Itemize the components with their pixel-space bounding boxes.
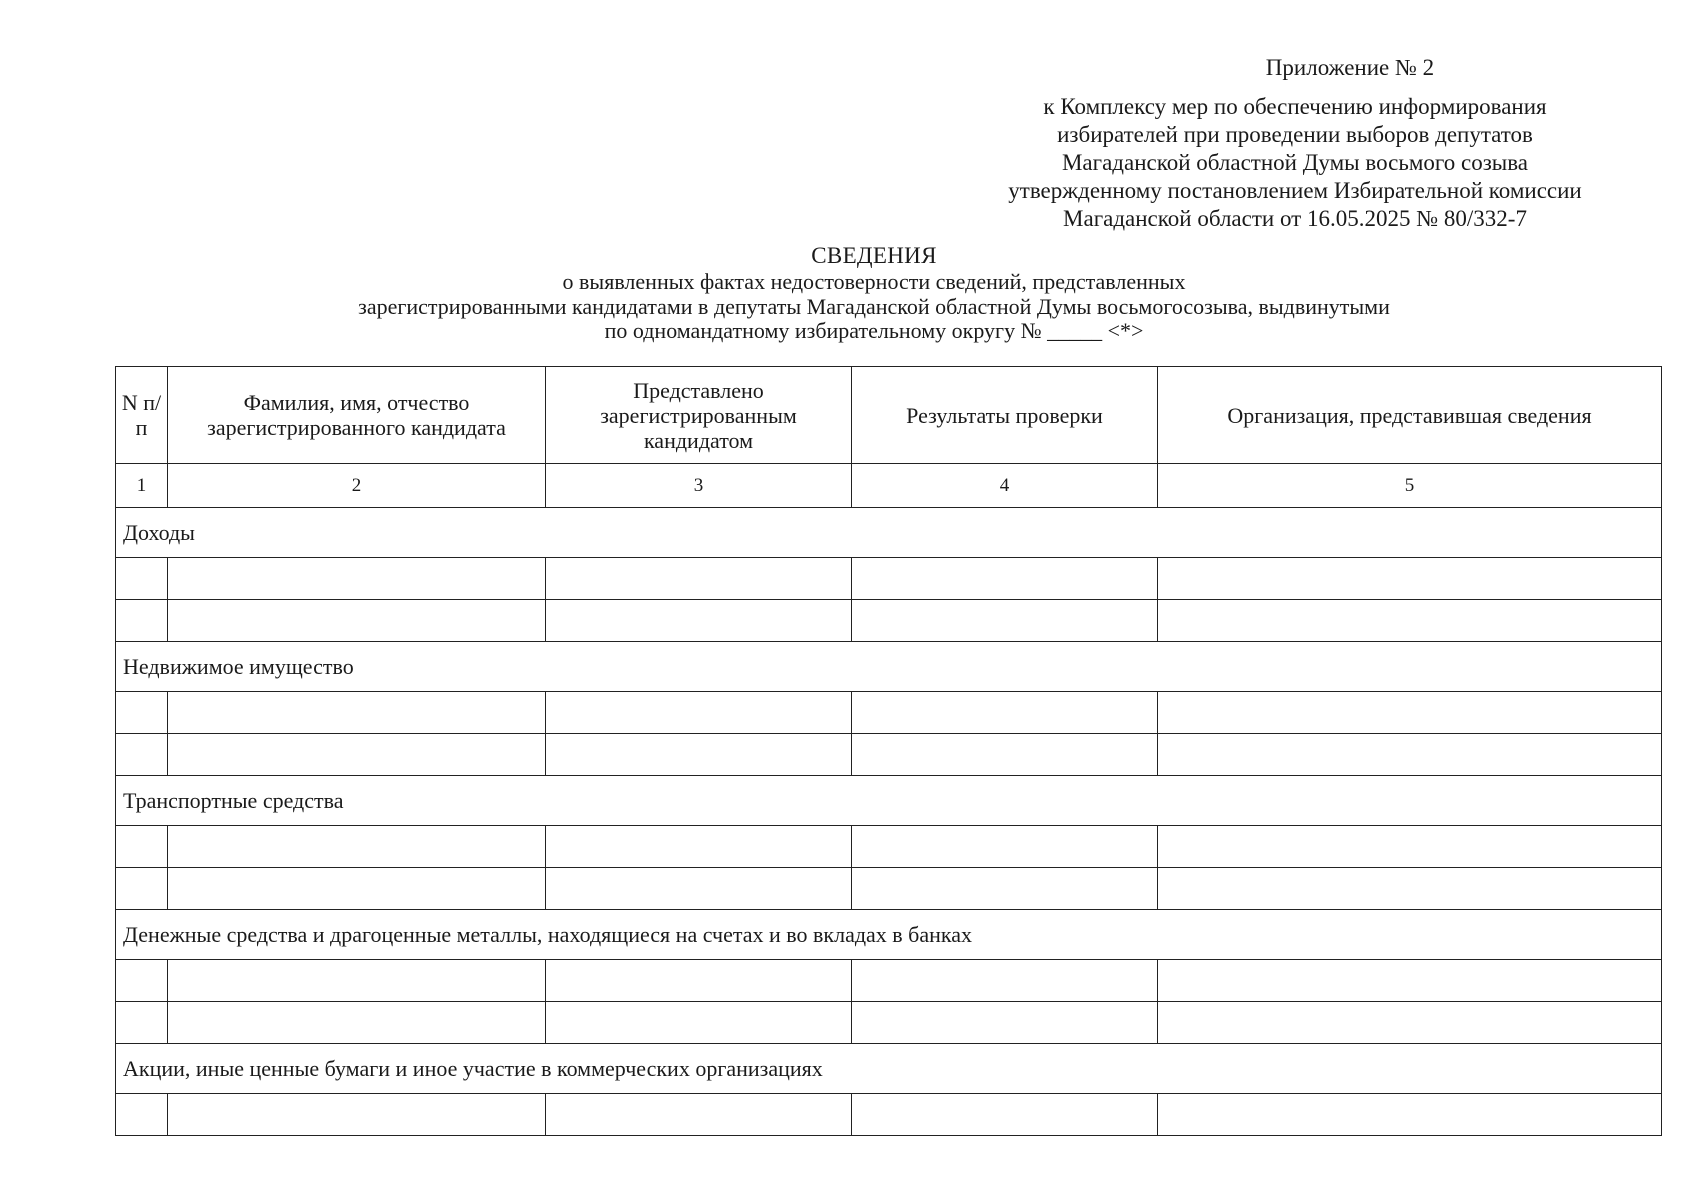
cell-organization — [1158, 868, 1662, 910]
cell-check-results — [852, 1094, 1158, 1136]
cell-number — [116, 826, 168, 868]
title-main: СВЕДЕНИЯ — [811, 243, 937, 268]
cell-candidate-name — [168, 600, 546, 642]
appendix-reference-line: утвержденному постановлением Избирательной комиссии — [1008, 178, 1582, 203]
table-row — [116, 826, 1662, 868]
cell-check-results — [852, 1002, 1158, 1044]
column-header-number: N п/п — [116, 367, 168, 464]
cell-submitted — [546, 1094, 852, 1136]
cell-candidate-name — [168, 692, 546, 734]
column-numbers-row — [116, 464, 1662, 508]
document-title — [0, 242, 1697, 344]
appendix-reference-line: к Комплексу мер по обеспечению информирования — [1043, 94, 1547, 119]
cell-number — [116, 734, 168, 776]
column-header-submitted: Представлено зарегистрированным кандидатом — [546, 367, 852, 464]
section-row — [116, 642, 1662, 692]
column-header-candidate-name: Фамилия, имя, отчество зарегистрированного кандидата — [168, 367, 546, 464]
cell-number — [116, 1002, 168, 1044]
table-row — [116, 868, 1662, 910]
column-number: 1 — [116, 464, 168, 508]
cell-check-results — [852, 558, 1158, 600]
appendix-reference — [985, 93, 1605, 233]
section-row — [116, 776, 1662, 826]
cell-submitted — [546, 1002, 852, 1044]
cell-submitted — [546, 868, 852, 910]
cell-number — [116, 600, 168, 642]
cell-number — [116, 960, 168, 1002]
section-row — [116, 1044, 1662, 1094]
section-title: Доходы — [116, 508, 1662, 558]
column-number: 5 — [1158, 464, 1662, 508]
cell-submitted — [546, 692, 852, 734]
appendix-reference-line: Магаданской области от 16.05.2025 № 80/332-7 — [1063, 206, 1527, 231]
column-header-check-results: Результаты проверки — [852, 367, 1158, 464]
table-header-row — [116, 367, 1662, 464]
cell-number — [116, 868, 168, 910]
title-line: о выявленных фактах недостоверности сведений, представленных — [562, 269, 1186, 294]
cell-submitted — [546, 734, 852, 776]
table-row — [116, 600, 1662, 642]
cell-organization — [1158, 960, 1662, 1002]
table-row — [116, 1094, 1662, 1136]
table-row — [116, 1002, 1662, 1044]
cell-organization — [1158, 692, 1662, 734]
table-body — [116, 464, 1662, 1136]
cell-check-results — [852, 826, 1158, 868]
cell-submitted — [546, 826, 852, 868]
appendix-label: Приложение № 2 — [1265, 55, 1435, 80]
section-title: Денежные средства и драгоценные металлы, находящиеся на счетах и во вкладах в банках — [116, 910, 1662, 960]
cell-organization — [1158, 1002, 1662, 1044]
cell-check-results — [852, 960, 1158, 1002]
title-line: зарегистрированными кандидатами в депутаты Магаданской областной Думы восьмогосозыва, выдвинутыми — [358, 293, 1390, 319]
cell-number — [116, 692, 168, 734]
cell-submitted — [546, 600, 852, 642]
column-number: 3 — [546, 464, 852, 508]
title-line: по одномандатному избирательному округу № _____ <*> — [604, 318, 1144, 343]
cell-check-results — [852, 868, 1158, 910]
cell-organization — [1158, 558, 1662, 600]
column-number: 4 — [852, 464, 1158, 508]
cell-candidate-name — [168, 734, 546, 776]
section-title: Транспортные средства — [116, 776, 1662, 826]
cell-check-results — [852, 600, 1158, 642]
cell-organization — [1158, 826, 1662, 868]
column-number: 2 — [168, 464, 546, 508]
cell-organization — [1158, 1094, 1662, 1136]
section-row — [116, 508, 1662, 558]
cell-check-results — [852, 692, 1158, 734]
table-row — [116, 960, 1662, 1002]
cell-candidate-name — [168, 826, 546, 868]
table-row — [116, 558, 1662, 600]
report-table — [115, 366, 1662, 1136]
cell-organization — [1158, 600, 1662, 642]
appendix-reference-line: избирателей при проведении выборов депутатов — [1057, 122, 1533, 147]
cell-candidate-name — [168, 868, 546, 910]
section-title: Недвижимое имущество — [116, 642, 1662, 692]
appendix-reference-line: Магаданской областной Думы восьмого созыва — [1061, 150, 1529, 175]
section-row — [116, 910, 1662, 960]
table-row — [116, 734, 1662, 776]
cell-check-results — [852, 734, 1158, 776]
cell-submitted — [546, 558, 852, 600]
column-header-organization: Организация, представившая сведения — [1158, 367, 1662, 464]
section-title: Акции, иные ценные бумаги и иное участие в коммерческих организациях — [116, 1044, 1662, 1094]
cell-candidate-name — [168, 960, 546, 1002]
cell-number — [116, 558, 168, 600]
cell-number — [116, 1094, 168, 1136]
cell-candidate-name — [168, 558, 546, 600]
cell-organization — [1158, 734, 1662, 776]
table-row — [116, 692, 1662, 734]
cell-candidate-name — [168, 1094, 546, 1136]
cell-candidate-name — [168, 1002, 546, 1044]
cell-submitted — [546, 960, 852, 1002]
